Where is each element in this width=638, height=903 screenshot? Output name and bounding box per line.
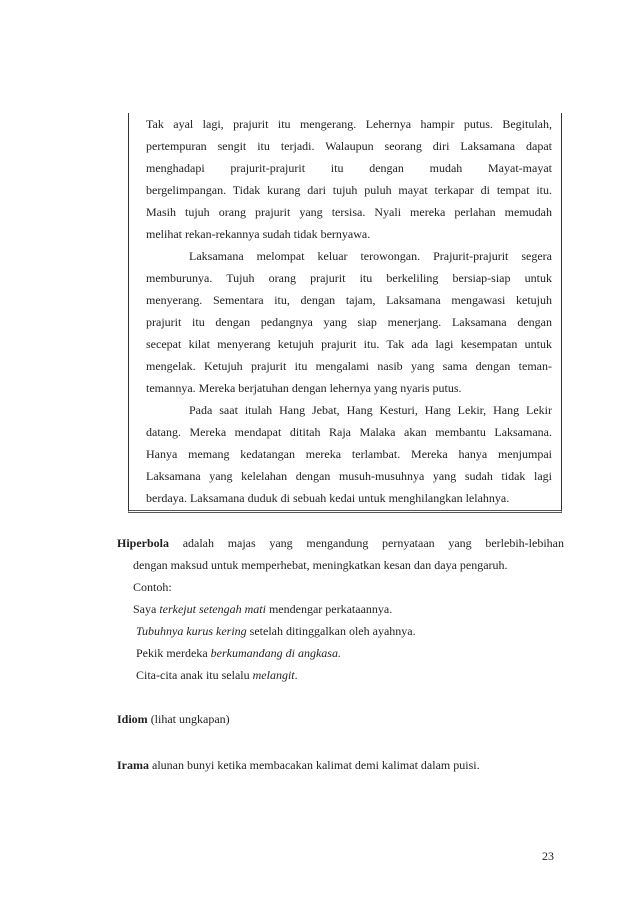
example-4-post: . xyxy=(294,668,298,682)
example-1-pre: Saya xyxy=(133,602,160,616)
example-3-pre: Pekik merdeka xyxy=(136,646,211,660)
quote-line: Laksamana melompat keluar terowongan. Prajurit-prajurit segera xyxy=(189,249,552,263)
quote-line: Masih tujuh orang prajurit yang tersisa. Nyali mereka perlahan memudah xyxy=(146,205,552,219)
term-irama: Irama xyxy=(117,758,149,772)
irama-def: alunan bunyi ketika membacakan kalimat demi kalimat dalam puisi. xyxy=(149,758,480,772)
quote-line: menghadapi prajurit-prajurit itu dengan mudah Mayat-mayat xyxy=(146,161,552,175)
example-2-post: setelah ditinggalkan oleh ayahnya. xyxy=(246,624,416,638)
hiperbola-def-line2: dengan maksud untuk memperhebat, meningkatkan kesan dan daya pengaruh. xyxy=(133,558,508,572)
example-4-pre: Cita-cita anak itu selalu xyxy=(136,668,253,682)
quote-line: Laksamana yang kelelahan dengan musuh-musuhnya yang sudah tidak lagi xyxy=(146,469,552,483)
hiperbola-def-line1: adalah majas yang mengandung pernyataan yang berlebih-lebihan xyxy=(169,536,564,550)
example-2-em: Tubuhnya kurus kering xyxy=(136,624,247,638)
entry-irama xyxy=(117,758,564,773)
quote-line: memburunya. Tujuh orang prajurit itu berkeliling bersiap-siap untuk xyxy=(146,271,552,285)
quote-line: Hanya memang kedatangan mereka terlambat. Mereka hanya menjumpai xyxy=(146,447,552,461)
example-3-em: berkumandang di angkasa. xyxy=(210,646,341,660)
contoh-label: Contoh: xyxy=(133,580,172,594)
example-3 xyxy=(136,646,583,661)
entry-idiom xyxy=(117,712,564,727)
quote-box xyxy=(128,113,562,513)
idiom-def: (lihat ungkapan) xyxy=(147,712,230,726)
quote-line: datang. Mereka mendapat dititah Raja Malaka akan membantu Laksamana. xyxy=(146,425,552,439)
example-4 xyxy=(136,668,583,683)
quote-line: mengelak. Ketujuh prajurit itu mengalami nasib yang sama dengan teman- xyxy=(146,359,552,373)
example-4-em: melangit xyxy=(252,668,295,682)
quote-line: temannya. Mereka berjatuhan dengan lehernya yang nyaris putus. xyxy=(146,381,462,395)
quote-line: berdaya. Laksamana duduk di sebuah kedai untuk menghilangkan lelahnya. xyxy=(146,491,510,505)
term-idiom: Idiom xyxy=(117,712,148,726)
quote-line: Pada saat itulah Hang Jebat, Hang Kesturi, Hang Lekir, Hang Lekir xyxy=(189,403,552,417)
entry-hiperbola xyxy=(117,536,564,551)
example-1-em: terkejut setengah mati xyxy=(159,602,266,616)
quote-line: melihat rekan-rekannya sudah tidak bernyawa. xyxy=(146,227,371,241)
quote-line: bergelimpangan. Tidak kurang dari tujuh puluh mayat terkapar di tempat itu. xyxy=(146,183,552,197)
quote-line: prajurit itu dengan pedangnya yang siap menerjang. Laksamana dengan xyxy=(146,315,552,329)
quote-line: secepat kilat menyerang ketujuh prajurit itu. Tak ada lagi kesempatan untuk xyxy=(146,337,552,351)
page-number: 23 xyxy=(542,849,554,863)
quote-line: menyerang. Sementara itu, dengan tajam, Laksamana mengawasi ketujuh xyxy=(146,293,552,307)
quote-line: pertempuran sengit itu terjadi. Walaupun seorang diri Laksamana dapat xyxy=(146,139,552,153)
example-1-post: mendengar perkataannya. xyxy=(265,602,393,616)
term-hiperbola: Hiperbola xyxy=(117,536,170,550)
example-2 xyxy=(136,624,583,639)
quote-line: Tak ayal lagi, prajurit itu mengerang. Lehernya hampir putus. Begitulah, xyxy=(146,117,552,131)
example-1 xyxy=(133,602,580,617)
